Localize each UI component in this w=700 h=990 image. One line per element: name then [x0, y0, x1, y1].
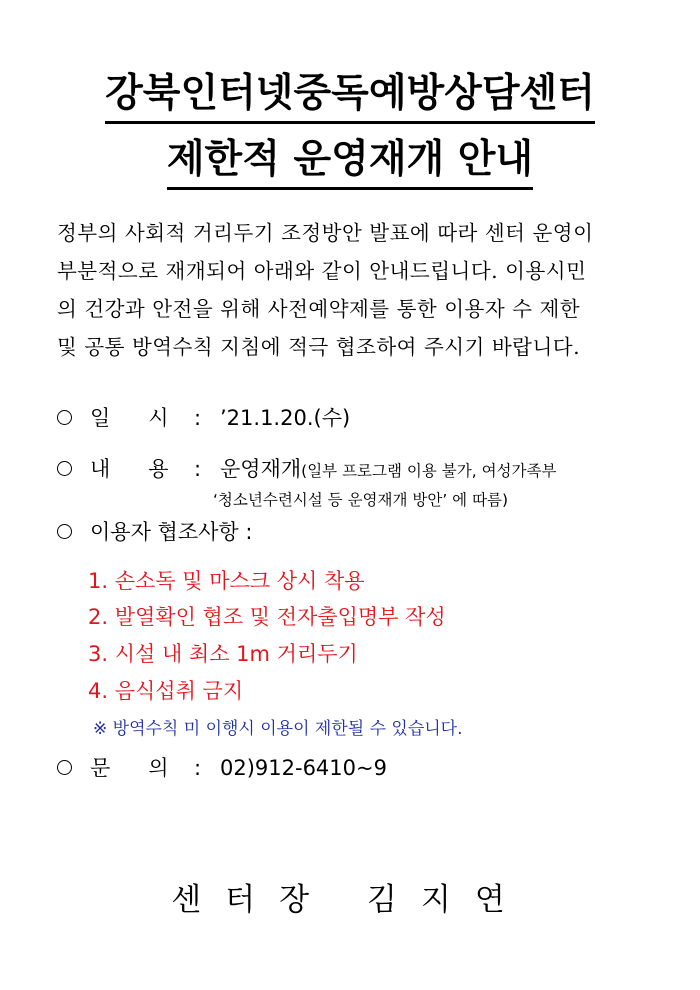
content-label-b: 용 [148, 457, 169, 481]
cooperation-label: 이용자 협조사항 : [90, 520, 253, 544]
content-label [90, 453, 194, 483]
content-row [57, 453, 556, 483]
content-value: 운영재개 [220, 457, 302, 481]
cooperation-item: 3. 시설 내 최소 1m 거리두기 [88, 642, 358, 666]
date-row [57, 402, 350, 432]
content-note-1: (일부 프로그램 이용 불가, 여성가족부 [301, 462, 557, 480]
content-label-a: 내 [90, 457, 111, 481]
cooperation-row [57, 516, 252, 546]
circle-bullet-icon [57, 410, 72, 425]
date-label-a: 일 [90, 406, 111, 430]
intro-line: 정부의 사회적 거리두기 조정방안 발표에 따라 센터 운영이 [57, 221, 594, 245]
signature: 센터장 김지연 [171, 882, 529, 918]
date-label [90, 402, 194, 432]
inquiry-row [57, 752, 387, 782]
circle-bullet-icon [57, 461, 72, 476]
intro-line: 의 건강과 안전을 위해 사전예약제를 통한 이용자 수 제한 [57, 297, 581, 321]
date-label-b: 시 [148, 406, 169, 430]
cooperation-item: 2. 발열확인 협조 및 전자출입명부 작성 [88, 605, 446, 629]
content-colon: : [194, 457, 202, 481]
page-title [0, 62, 700, 124]
title-line-2: 제한적 운영재개 안내 [167, 128, 533, 190]
intro-paragraph [57, 214, 657, 366]
title-line-1: 강북인터넷중독예방상담센터 [105, 62, 595, 124]
inquiry-label [90, 752, 194, 782]
circle-bullet-icon [57, 524, 72, 539]
cooperation-item: 1. 손소독 및 마스크 상시 착용 [88, 569, 365, 593]
cooperation-item: 4. 음식섭취 금지 [88, 679, 244, 703]
inquiry-colon: : [194, 756, 202, 780]
intro-line: 및 공통 방역수칙 지침에 적극 협조하여 주시기 바랍니다. [57, 335, 581, 359]
date-colon: : [194, 406, 202, 430]
content-note-2: ‘청소년수련시설 등 운영재개 방안’ 에 따름) [213, 491, 509, 509]
inquiry-label-a: 문 [90, 756, 111, 780]
circle-bullet-icon [57, 760, 72, 775]
warning-note: ※ 방역수칙 미 이행시 이용이 제한될 수 있습니다. [93, 719, 463, 739]
date-value: ’21.1.20.(수) [220, 406, 351, 430]
page-subtitle [0, 128, 700, 190]
inquiry-label-b: 의 [148, 756, 169, 780]
inquiry-phone: 02)912-6410~9 [220, 756, 387, 780]
intro-line: 부분적으로 재개되어 아래와 같이 안내드립니다. 이용시민 [57, 259, 587, 283]
